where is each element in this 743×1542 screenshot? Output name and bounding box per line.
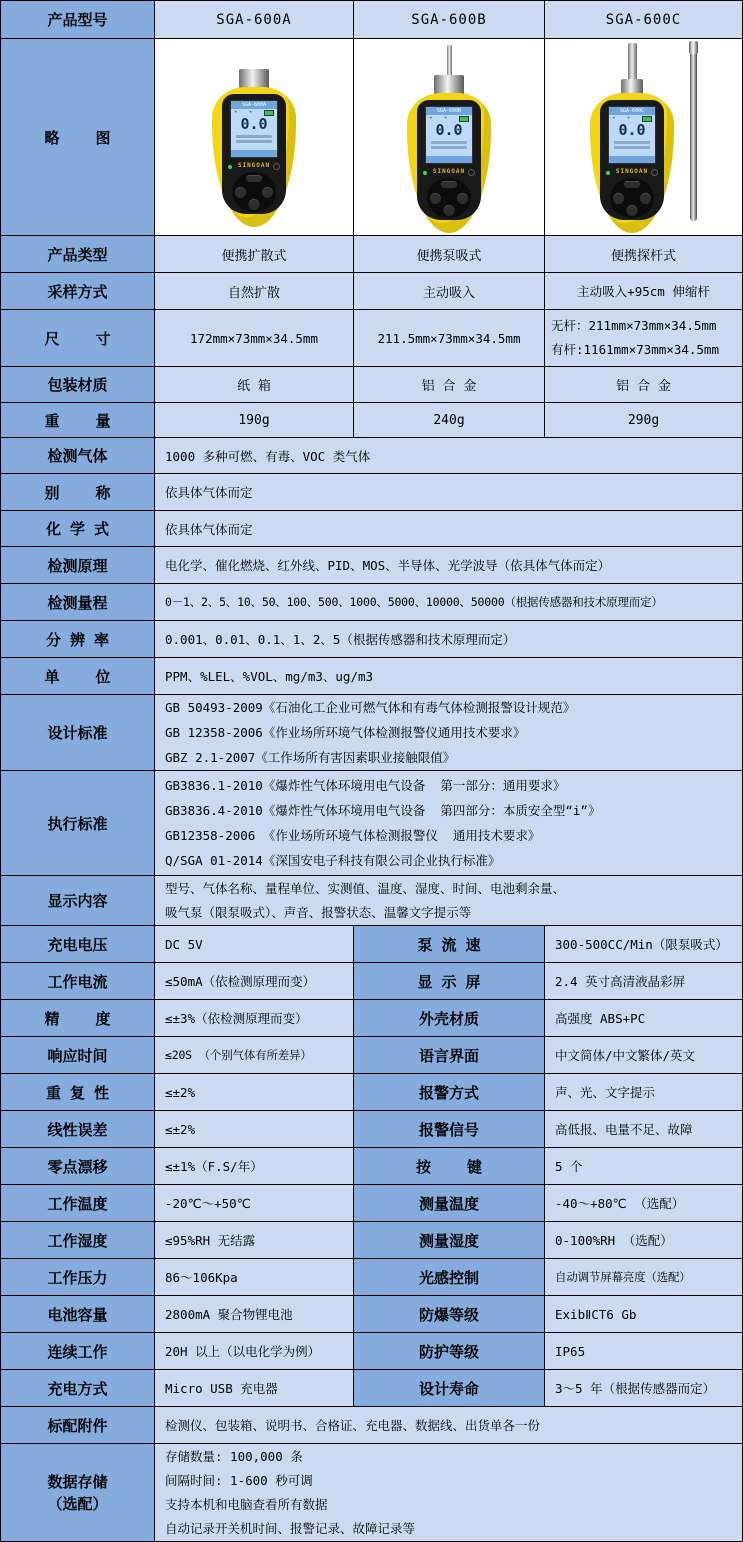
display-content-line: 型号、气体名称、量程单位、实测值、温度、湿度、时间、电池剩余量、 xyxy=(165,880,566,896)
enter-button xyxy=(444,205,455,216)
sensor-cap xyxy=(239,69,269,89)
storage-line: 自动记录开关机时间、报警记录、故障记录等 xyxy=(165,1520,416,1536)
speaker-icon: ◂ xyxy=(429,115,433,121)
left-button xyxy=(430,193,441,204)
fan-icon: ✳ xyxy=(444,115,448,121)
alias-value: 依具体气体而定 xyxy=(155,474,742,511)
resolution-value: 0.001、0.01、0.1、1、2、5（根据传感器和技术原理而定） xyxy=(155,621,742,658)
row-label-data-storage xyxy=(1,1444,155,1541)
probe-tube xyxy=(628,43,637,79)
working-pressure-value: 86～106Kpa xyxy=(155,1259,354,1296)
sampling-600b: 主动吸入 xyxy=(354,273,545,310)
data-storage-value xyxy=(155,1444,742,1541)
product-image-600a xyxy=(155,39,354,236)
row-label-exec-standards: 执行标准 xyxy=(1,771,155,876)
range-value: 0－1、2、5、10、50、100、500、1000、5000、10000、50000（根据传感器和技术原理而定） xyxy=(155,584,742,621)
row-label-accuracy: 精 度 xyxy=(1,1000,155,1037)
screen-titlebar: SGA-600B xyxy=(426,107,472,115)
row-label-continuous-work: 连续工作 xyxy=(1,1333,155,1370)
brand-label: SINGOAN xyxy=(432,168,466,175)
data-storage-label-line2: （选配） xyxy=(47,1494,108,1513)
table-row xyxy=(1,584,742,621)
left-button xyxy=(235,187,246,198)
brand-label: SINGOAN xyxy=(237,162,271,169)
protection-class-value: IP65 xyxy=(545,1333,742,1370)
row-label-battery-capacity: 电池容量 xyxy=(1,1296,155,1333)
menu-button xyxy=(624,181,640,188)
brand-label: SINGOAN xyxy=(615,168,649,175)
zero-drift-value: ≤±1%（F.S/年） xyxy=(155,1148,354,1185)
device-body xyxy=(212,87,296,227)
row-label-sketch: 略 图 xyxy=(1,39,155,236)
table-row xyxy=(1,511,742,547)
row-label-accessories: 标配附件 xyxy=(1,1407,155,1444)
standard-line: GB12358-2006 《作业场所环境气体检测报警仪 通用技术要求》 xyxy=(165,828,541,843)
data-storage-label-line1: 数据存储 xyxy=(47,1472,108,1491)
charge-method-value: Micro USB 充电器 xyxy=(155,1370,354,1407)
device-body xyxy=(407,93,491,233)
standard-line: GBZ 2.1-2007《工作场所有害因素职业接触限值》 xyxy=(165,750,456,765)
keypad xyxy=(610,178,654,218)
right-button xyxy=(640,193,651,204)
fan-icon: ✳ xyxy=(249,109,253,115)
row-label-design-standards: 设计标准 xyxy=(1,695,155,771)
table-row xyxy=(1,438,742,474)
row-label-gases: 检测气体 xyxy=(1,438,155,474)
enter-button xyxy=(249,199,260,210)
right-button xyxy=(457,193,468,204)
row-label-resolution: 分 辨 率 xyxy=(1,621,155,658)
row-label-explosion-proof: 防爆等级 xyxy=(354,1296,545,1333)
size-600a: 172mm×73mm×34.5mm xyxy=(155,310,354,367)
product-type-600b: 便携泵吸式 xyxy=(354,236,545,273)
standard-line: GB 50493-2009《石油化工企业可燃气体和有毒气体检测报警设计规范》 xyxy=(165,700,576,715)
packaging-600c: 铝 合 金 xyxy=(545,367,742,403)
device-body xyxy=(590,93,674,233)
menu-button xyxy=(246,175,262,182)
device-panel xyxy=(222,94,286,214)
device-screen xyxy=(608,106,656,164)
row-label-display-content: 显示内容 xyxy=(1,876,155,926)
row-label-language: 语言界面 xyxy=(354,1037,545,1074)
row-label-packaging: 包装材质 xyxy=(1,367,155,403)
row-label-alias: 别 称 xyxy=(1,474,155,511)
screen-info-line xyxy=(236,140,272,143)
light-control-value: 自动调节屏幕亮度（选配） xyxy=(545,1259,742,1296)
table-row xyxy=(1,1444,742,1541)
product-type-600a: 便携扩散式 xyxy=(155,236,354,273)
table-row xyxy=(1,1074,742,1111)
table-row xyxy=(1,1148,742,1185)
screen-info-line xyxy=(431,146,467,149)
row-label-working-pressure: 工作压力 xyxy=(1,1259,155,1296)
battery-capacity-value: 2800mA 聚合物锂电池 xyxy=(155,1296,354,1333)
table-row xyxy=(1,963,742,1000)
gases-value: 1000 多种可燃、有毒、VOC 类气体 xyxy=(155,438,742,474)
row-label-alarm-signal: 报警信号 xyxy=(354,1111,545,1148)
keypad xyxy=(427,178,471,218)
table-row xyxy=(1,1185,742,1222)
screen-reading: 0.0 xyxy=(240,115,268,133)
row-label-unit: 单 位 xyxy=(1,658,155,695)
device-sga600a xyxy=(212,39,296,227)
screen-info-line xyxy=(614,146,650,149)
table-row xyxy=(1,1296,742,1333)
standard-line: GB3836.1-2010《爆炸性气体环境用电气设备 第一部分：通用要求》 xyxy=(165,778,566,793)
table-row xyxy=(1,926,742,963)
table-row xyxy=(1,695,742,771)
table-row xyxy=(1,273,742,310)
standard-line: Q/SGA 01-2014《深国安电子科技有限公司企业执行标准》 xyxy=(165,853,501,868)
accuracy-value: ≤±3%（依检测原理而变） xyxy=(155,1000,354,1037)
row-label-response-time: 响应时间 xyxy=(1,1037,155,1074)
table-row xyxy=(1,1370,742,1407)
screen-reading: 0.0 xyxy=(618,121,646,139)
design-life-value: 3～5 年（根据传感器而定） xyxy=(545,1370,742,1407)
repeatability-value: ≤±2% xyxy=(155,1074,354,1111)
table-row xyxy=(1,658,742,695)
right-button xyxy=(262,187,273,198)
packaging-600b: 铝 合 金 xyxy=(354,367,545,403)
language-value: 中文简体/中文繁体/英文 xyxy=(545,1037,742,1074)
row-label-sampling: 采样方式 xyxy=(1,273,155,310)
working-humidity-value: ≤95%RH 无结露 xyxy=(155,1222,354,1259)
row-label-size: 尺 寸 xyxy=(1,310,155,367)
table-row xyxy=(1,403,742,438)
device-and-rod xyxy=(590,39,697,233)
weight-600c: 290g xyxy=(545,403,742,438)
principle-value: 电化学、催化燃烧、红外线、PID、MOS、半导体、光学波导（依具体气体而定） xyxy=(155,547,742,584)
shell-material-value: 高强度 ABS+PC xyxy=(545,1000,742,1037)
formula-value: 依具体气体而定 xyxy=(155,511,742,547)
menu-button xyxy=(441,181,457,188)
row-label-linearity-error: 线性误差 xyxy=(1,1111,155,1148)
explosion-proof-value: ExibⅡCT6 Gb xyxy=(545,1296,742,1333)
table-row xyxy=(1,474,742,511)
screen-info-line xyxy=(236,135,272,138)
left-button xyxy=(613,193,624,204)
row-label-working-current: 工作电流 xyxy=(1,963,155,1000)
table-row xyxy=(1,1333,742,1370)
row-label-product-type: 产品类型 xyxy=(1,236,155,273)
product-type-600c: 便携探杆式 xyxy=(545,236,742,273)
screen-titlebar: SGA-600C xyxy=(609,107,655,115)
measure-humidity-value: 0-100%RH （选配） xyxy=(545,1222,742,1259)
product-image-600b xyxy=(354,39,545,236)
row-label-alarm-mode: 报警方式 xyxy=(354,1074,545,1111)
row-label-formula: 化 学 式 xyxy=(1,511,155,547)
table-row xyxy=(1,1259,742,1296)
table-row xyxy=(1,1,742,39)
linearity-error-value: ≤±2% xyxy=(155,1111,354,1148)
telescopic-rod xyxy=(690,43,697,221)
measure-temp-value: -40～+80℃ （选配） xyxy=(545,1185,742,1222)
alarm-signal-value: 高低报、电量不足、故障 xyxy=(545,1111,742,1148)
device-sga600b xyxy=(407,39,491,233)
row-label-range: 检测量程 xyxy=(1,584,155,621)
table-row xyxy=(1,39,742,236)
sampling-600a: 自然扩散 xyxy=(155,273,354,310)
row-label-product-model: 产品型号 xyxy=(1,1,155,39)
row-label-charge-method: 充电方式 xyxy=(1,1370,155,1407)
design-standards-value xyxy=(155,695,742,771)
size-600c xyxy=(545,310,742,367)
display-content-value xyxy=(155,876,742,926)
enter-button xyxy=(627,205,638,216)
table-row xyxy=(1,1000,742,1037)
accessories-value: 检测仪、包装箱、说明书、合格证、充电器、数据线、出货单各一份 xyxy=(155,1407,742,1444)
table-row xyxy=(1,1407,742,1444)
keypad xyxy=(232,172,276,212)
size-600b: 211.5mm×73mm×34.5mm xyxy=(354,310,545,367)
speaker-icon: ◂ xyxy=(612,115,616,121)
weight-600b: 240g xyxy=(354,403,545,438)
storage-line: 间隔时间: 1-600 秒可调 xyxy=(165,1472,313,1488)
standard-line: GB3836.4-2010《爆炸性气体环境用电气设备 第四部分：本质安全型“i”》 xyxy=(165,803,601,818)
table-row xyxy=(1,1111,742,1148)
row-label-working-temp: 工作温度 xyxy=(1,1185,155,1222)
device-panel xyxy=(600,100,664,220)
power-button-icon xyxy=(273,163,280,170)
sensor-cap xyxy=(434,75,464,95)
model-name-600a: SGA-600A xyxy=(155,1,354,39)
response-time-value: ≤20S （个别气体有所差异） xyxy=(155,1037,354,1074)
row-label-shell-material: 外壳材质 xyxy=(354,1000,545,1037)
row-label-zero-drift: 零点漂移 xyxy=(1,1148,155,1185)
speaker-icon: ◂ xyxy=(234,109,238,115)
row-label-buttons: 按 键 xyxy=(354,1148,545,1185)
device-panel xyxy=(417,100,481,220)
screen-info-line xyxy=(614,141,650,144)
screen-footer xyxy=(231,150,277,157)
table-row xyxy=(1,621,742,658)
standard-line: GB 12358-2006《作业场所环境气体检测报警仪通用技术要求》 xyxy=(165,725,526,740)
working-temp-value: -20℃～+50℃ xyxy=(155,1185,354,1222)
pump-probe xyxy=(447,45,452,75)
continuous-work-value: 20H 以上（以电化学为例） xyxy=(155,1333,354,1370)
table-row xyxy=(1,1222,742,1259)
table-row xyxy=(1,236,742,273)
working-current-value: ≤50mA（依检测原理而变） xyxy=(155,963,354,1000)
storage-line: 存储数量: 100,000 条 xyxy=(165,1448,303,1464)
buttons-value: 5 个 xyxy=(545,1148,742,1185)
screen-reading: 0.0 xyxy=(435,121,463,139)
row-label-pump-flow: 泵 流 速 xyxy=(354,926,545,963)
storage-line: 支持本机和电脑查看所有数据 xyxy=(165,1496,328,1512)
power-button-icon xyxy=(651,169,658,176)
product-image-600c xyxy=(545,39,742,236)
table-row xyxy=(1,1037,742,1074)
size-600c-line1: 无杆：211mm×73mm×34.5mm xyxy=(551,318,717,333)
table-row xyxy=(1,876,742,926)
fan-icon: ✳ xyxy=(627,115,631,121)
table-row xyxy=(1,367,742,403)
power-button-icon xyxy=(468,169,475,176)
screen-info-line xyxy=(431,141,467,144)
row-label-principle: 检测原理 xyxy=(1,547,155,584)
row-label-display-screen: 显 示 屏 xyxy=(354,963,545,1000)
sampling-600c: 主动吸入+95cm 伸缩杆 xyxy=(545,273,742,310)
weight-600a: 190g xyxy=(155,403,354,438)
model-name-600c: SGA-600C xyxy=(545,1,742,39)
row-label-measure-temp: 测量温度 xyxy=(354,1185,545,1222)
row-label-working-humidity: 工作湿度 xyxy=(1,1222,155,1259)
device-screen xyxy=(425,106,473,164)
alarm-mode-value: 声、光、文字提示 xyxy=(545,1074,742,1111)
model-name-600b: SGA-600B xyxy=(354,1,545,39)
display-content-line: 吸气泵（限泵吸式）、声音、报警状态、温馨文字提示等 xyxy=(165,904,472,920)
exec-standards-value xyxy=(155,771,742,876)
row-label-design-life: 设计寿命 xyxy=(354,1370,545,1407)
table-row xyxy=(1,771,742,876)
row-label-protection-class: 防护等级 xyxy=(354,1333,545,1370)
table-row xyxy=(1,310,742,367)
row-label-measure-humidity: 测量湿度 xyxy=(354,1222,545,1259)
screen-footer xyxy=(609,156,655,163)
charge-voltage-value: DC 5V xyxy=(155,926,354,963)
row-label-repeatability: 重 复 性 xyxy=(1,1074,155,1111)
pump-flow-value: 300-500CC/Min（限泵吸式） xyxy=(545,926,742,963)
packaging-600a: 纸 箱 xyxy=(155,367,354,403)
screen-footer xyxy=(426,156,472,163)
size-600c-line2: 有杆:1161mm×73mm×34.5mm xyxy=(551,342,719,357)
device-screen xyxy=(230,100,278,158)
row-label-light-control: 光感控制 xyxy=(354,1259,545,1296)
device-sga600c xyxy=(590,39,674,233)
screen-titlebar: SGA-600A xyxy=(231,101,277,109)
table-row xyxy=(1,547,742,584)
display-screen-value: 2.4 英寸高清液晶彩屏 xyxy=(545,963,742,1000)
row-label-charge-voltage: 充电电压 xyxy=(1,926,155,963)
row-label-weight: 重 量 xyxy=(1,403,155,438)
unit-value: PPM、%LEL、%VOL、mg/m3、ug/m3 xyxy=(155,658,742,695)
